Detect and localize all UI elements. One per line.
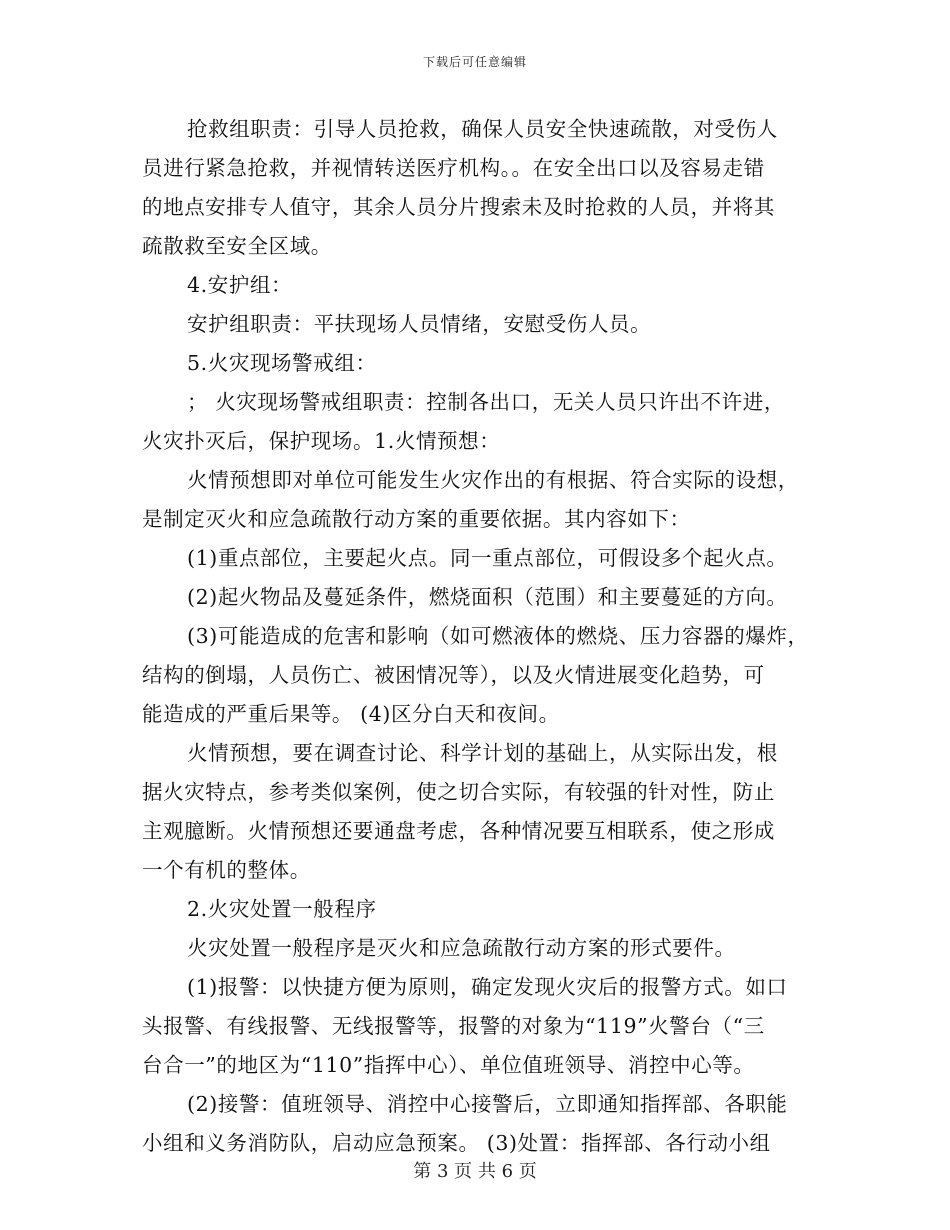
paragraph-line: 安护组职责：平扶现场人员情绪，安慰受伤人员。 [187, 312, 652, 336]
paragraph-line: 小组和义务消防队，启动应急预案。 (3)处置：指挥部、各行动小组 [142, 1131, 771, 1155]
paragraph-line: 火情预想即对单位可能发生火灾作出的有根据、符合实际的设想， [187, 468, 799, 492]
paragraph-line: 是制定灭火和应急疏散行动方案的重要依据。其内容如下： [142, 507, 691, 531]
section-heading: 4.安护组： [187, 273, 293, 297]
paragraph-line: 火灾处置一般程序是灭火和应急疏散行动方案的形式要件。 [187, 936, 736, 960]
paragraph-line: 火灾扑灭后，保护现场。1.火情预想： [142, 429, 501, 453]
page-header: 下载后可任意编辑 [422, 55, 527, 69]
paragraph-line: 的地点安排专人值守，其余人员分片搜索未及时抢救的人员，并将其 [142, 195, 775, 219]
list-item: (1)报警：以快捷方便为原则，确定发现火灾后的报警方式。如口 [187, 975, 788, 999]
paragraph-line: 员进行紧急抢救，并视情转送医疗机构。。在安全出口以及容易走错 [142, 156, 765, 180]
paragraph-line: 一个有机的整体。 [142, 858, 311, 882]
paragraph-line: 主观臆断。火情预想还要通盘考虑，各种情况要互相联系，使之形成 [142, 819, 775, 843]
paragraph-line: 头报警、有线报警、无线报警等，报警的对象为“119”火警台（“三 [142, 1014, 765, 1038]
list-item: (2)接警：值班领导、消控中心接警后，立即通知指挥部、各职能 [187, 1092, 788, 1116]
paragraph-line: 台合一”的地区为“110”指挥中心）、单位值班领导、消控中心等。 [142, 1053, 755, 1077]
page-number-footer: 第 3 页 共 6 页 [413, 1161, 537, 1182]
paragraph-line: ； 火灾现场警戒组职责：控制各出口，无关人员只许出不许进， [187, 390, 785, 414]
document-body [142, 110, 822, 1163]
paragraph-line: 疏散救至安全区域。 [142, 234, 332, 258]
section-heading: 5.火灾现场警戒组： [187, 351, 377, 375]
paragraph-line: 能造成的严重后果等。 (4)区分白天和夜间。 [142, 702, 560, 726]
list-item: (1)重点部位，主要起火点。同一重点部位，可假设多个起火点。 [187, 546, 788, 570]
paragraph-line: 据火灾特点，参考类似案例，使之切合实际，有较强的针对性，防止 [142, 780, 775, 804]
section-heading: 2.火灾处置一般程序 [187, 897, 377, 921]
paragraph-line: 抢救组职责：引导人员抢救，确保人员安全快速疏散，对受伤人 [187, 117, 778, 141]
list-item: (2)起火物品及蔓延条件，燃烧面积（范围）和主要蔓延的方向。 [187, 585, 788, 609]
list-item: (3)可能造成的危害和影响（如可燃液体的燃烧、压力容器的爆炸， [187, 624, 809, 648]
paragraph-line: 火情预想，要在调查讨论、科学计划的基础上，从实际出发，根 [187, 741, 778, 765]
paragraph-line: 结构的倒塌，人员伤亡、被困情况等），以及火情进展变化趋势，可 [142, 663, 765, 687]
